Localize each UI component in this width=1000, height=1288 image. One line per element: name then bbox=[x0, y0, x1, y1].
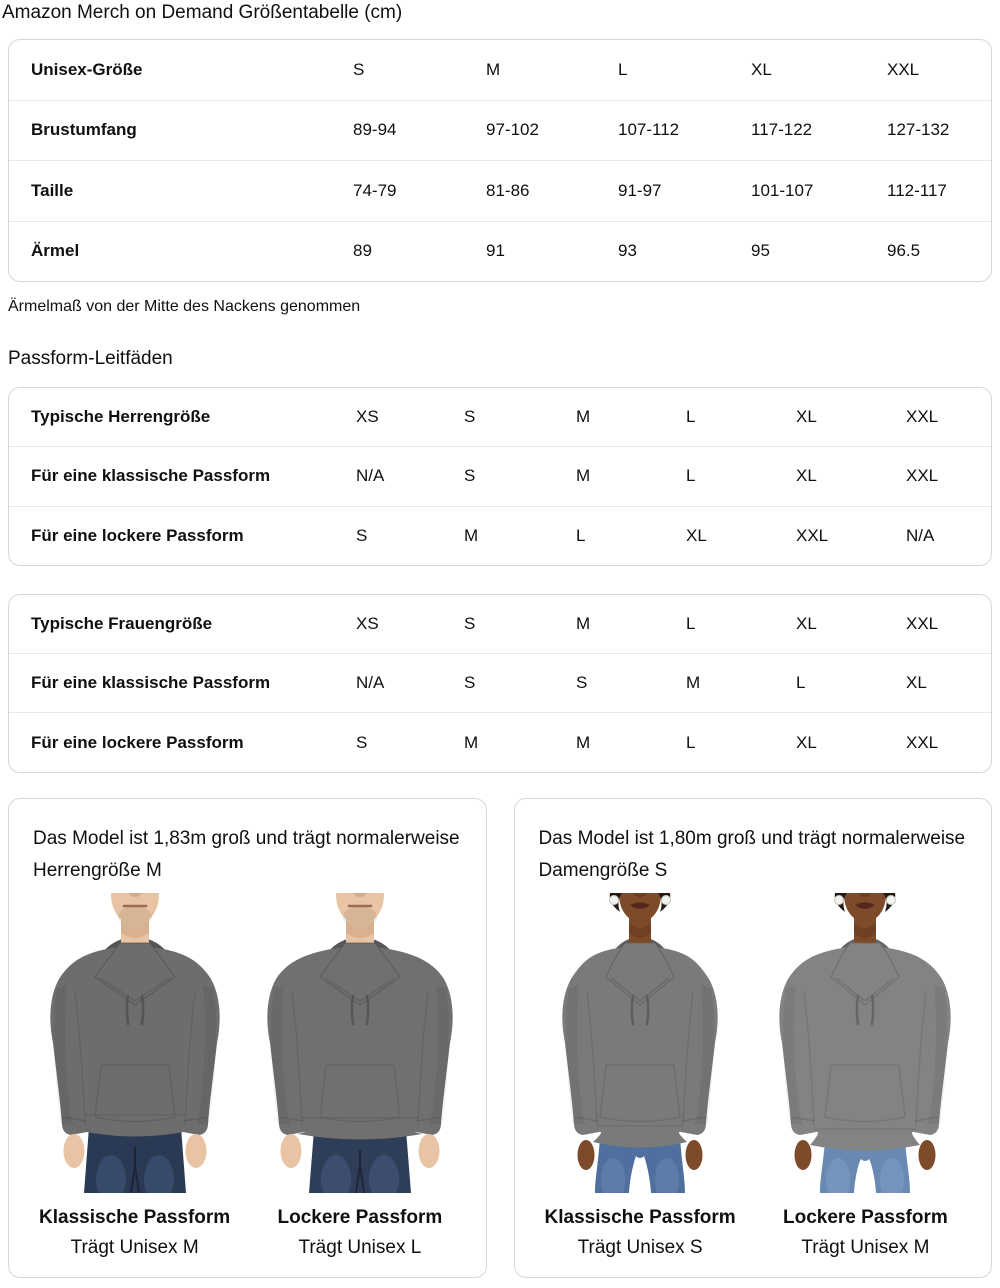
size-cell: S bbox=[464, 614, 476, 634]
size-cell: L bbox=[796, 673, 806, 693]
size-cell: XXL bbox=[906, 614, 939, 634]
size-cell: M bbox=[576, 407, 591, 427]
size-cell: M bbox=[464, 525, 479, 545]
measure-cell: 117-122 bbox=[751, 120, 813, 140]
size-cell: L bbox=[686, 614, 696, 634]
size-cell: XXL bbox=[887, 59, 920, 79]
fit-label: Klassische Passform bbox=[39, 1206, 231, 1228]
size-cell: S bbox=[464, 673, 476, 693]
mens-fit-guide-table bbox=[8, 387, 992, 566]
row-label: Taille bbox=[31, 180, 74, 200]
model-figure bbox=[533, 893, 748, 1259]
size-cell: XL bbox=[796, 732, 817, 752]
size-cell: L bbox=[576, 525, 586, 545]
row-label: Brustumfang bbox=[31, 120, 137, 140]
model-photo-female-classic-fit bbox=[533, 893, 747, 1193]
measure-cell: 81-86 bbox=[486, 180, 530, 200]
size-cell: XL bbox=[796, 614, 817, 634]
size-cell: N/A bbox=[356, 673, 385, 693]
row-label: Unisex-Größe bbox=[31, 59, 143, 79]
fit-label: Lockere Passform bbox=[277, 1206, 443, 1228]
measure-cell: 93 bbox=[618, 241, 637, 261]
measure-cell: 74-79 bbox=[353, 180, 397, 200]
row-label: Typische Herrengröße bbox=[31, 407, 211, 427]
model-figure bbox=[27, 893, 242, 1259]
measure-cell: 95 bbox=[751, 241, 770, 261]
size-cell: XXL bbox=[796, 525, 829, 545]
size-cell: S bbox=[356, 732, 368, 752]
size-cell: XXL bbox=[906, 407, 939, 427]
model-figures bbox=[533, 893, 974, 1259]
measure-cell: 89-94 bbox=[353, 120, 397, 140]
size-cell: XL bbox=[796, 466, 817, 486]
size-cell: L bbox=[618, 59, 628, 79]
size-cell: XL bbox=[751, 59, 772, 79]
size-cell: S bbox=[576, 673, 588, 693]
unisex-size-table bbox=[8, 39, 992, 282]
size-cell: XL bbox=[906, 673, 927, 693]
size-cell: N/A bbox=[906, 525, 935, 545]
table-row bbox=[9, 40, 991, 100]
measure-cell: 96.5 bbox=[887, 241, 921, 261]
size-cell: M bbox=[576, 466, 591, 486]
model-description: Das Model ist 1,80m groß und trägt normalerweise Damengröße S bbox=[538, 827, 966, 881]
size-cell: L bbox=[686, 407, 696, 427]
size-cell: N/A bbox=[356, 466, 385, 486]
table-row bbox=[9, 221, 991, 282]
table-row bbox=[9, 506, 991, 565]
table-row bbox=[9, 446, 991, 505]
row-label: Typische Frauengröße bbox=[31, 614, 213, 634]
womens-model-card bbox=[514, 798, 993, 1278]
mens-model-card bbox=[8, 798, 487, 1278]
table-row bbox=[9, 100, 991, 161]
page-title: Amazon Merch on Demand Größentabelle (cm) bbox=[2, 2, 403, 23]
model-figure bbox=[252, 893, 467, 1259]
model-photo-male-loose-fit bbox=[253, 893, 467, 1193]
model-figures bbox=[27, 893, 468, 1259]
table-row bbox=[9, 712, 991, 771]
worn-size-label: Trägt Unisex M bbox=[70, 1236, 199, 1258]
worn-size-label: Trägt Unisex S bbox=[577, 1236, 703, 1258]
model-description: Das Model ist 1,83m groß und trägt normalerweise Herrengröße M bbox=[33, 827, 460, 881]
row-label: Für eine lockere Passform bbox=[31, 525, 244, 545]
table-row bbox=[9, 595, 991, 653]
size-cell: XS bbox=[356, 407, 379, 427]
measure-cell: 91-97 bbox=[618, 180, 662, 200]
worn-size-label: Trägt Unisex L bbox=[298, 1236, 422, 1258]
size-cell: S bbox=[356, 525, 368, 545]
size-cell: S bbox=[464, 466, 476, 486]
size-cell: XS bbox=[356, 614, 379, 634]
size-cell: XXL bbox=[906, 466, 939, 486]
fit-label: Klassische Passform bbox=[544, 1206, 736, 1228]
size-cell: XL bbox=[686, 525, 707, 545]
measure-cell: 101-107 bbox=[751, 180, 814, 200]
measure-cell: 107-112 bbox=[618, 120, 680, 140]
model-photo-female-loose-fit bbox=[758, 893, 972, 1193]
row-label: Für eine lockere Passform bbox=[31, 732, 244, 752]
model-photo-male-classic-fit bbox=[28, 893, 242, 1193]
model-cards-row bbox=[8, 798, 992, 1278]
table-row bbox=[9, 160, 991, 221]
size-cell: M bbox=[686, 673, 701, 693]
table-row bbox=[9, 653, 991, 712]
size-cell: L bbox=[686, 732, 696, 752]
worn-size-label: Trägt Unisex M bbox=[801, 1236, 930, 1258]
size-cell: XXL bbox=[906, 732, 939, 752]
sleeve-measure-note: Ärmelmaß von der Mitte des Nackens genommen bbox=[8, 298, 361, 315]
model-figure bbox=[758, 893, 973, 1259]
size-cell: M bbox=[486, 59, 501, 79]
fit-label: Lockere Passform bbox=[783, 1206, 948, 1228]
row-label: Für eine klassische Passform bbox=[31, 673, 271, 693]
size-cell: M bbox=[464, 732, 479, 752]
measure-cell: 91 bbox=[486, 241, 505, 261]
row-label: Für eine klassische Passform bbox=[31, 466, 271, 486]
size-cell: L bbox=[686, 466, 696, 486]
size-cell: S bbox=[464, 407, 476, 427]
measure-cell: 89 bbox=[353, 241, 372, 261]
measure-cell: 127-132 bbox=[887, 120, 950, 140]
size-cell: S bbox=[353, 59, 365, 79]
size-cell: XL bbox=[796, 407, 817, 427]
size-cell: M bbox=[576, 732, 591, 752]
womens-fit-guide-table bbox=[8, 594, 992, 773]
fit-guides-heading: Passform-Leitfäden bbox=[8, 348, 173, 369]
row-label: Ärmel bbox=[31, 241, 80, 261]
measure-cell: 97-102 bbox=[486, 120, 539, 140]
size-cell: M bbox=[576, 614, 591, 634]
table-row bbox=[9, 388, 991, 446]
measure-cell: 112-117 bbox=[887, 180, 947, 200]
